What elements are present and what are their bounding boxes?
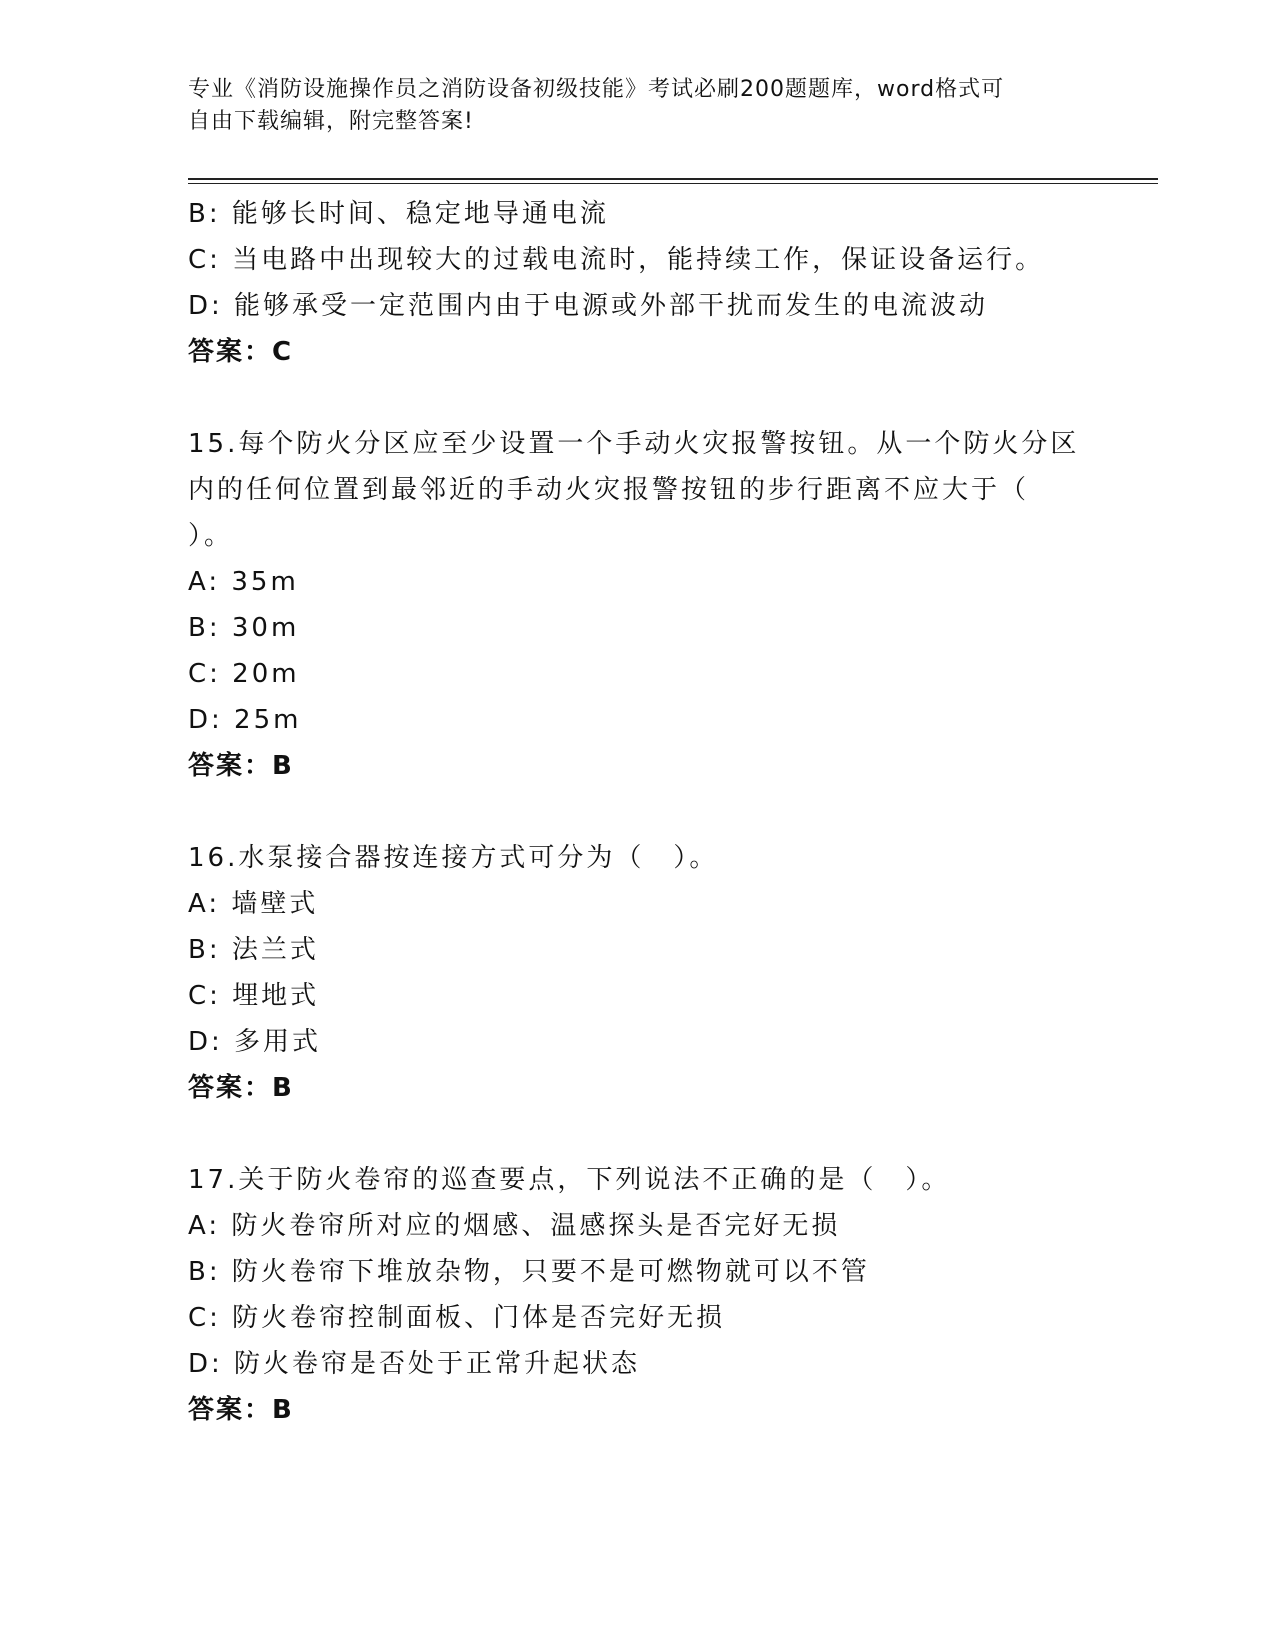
option-a: A: 防火卷帘所对应的烟感、温感探头是否完好无损 [188,1211,841,1241]
question-stem: 内的任何位置到最邻近的手动火灾报警按钮的步行距离不应大于（ [188,475,1030,505]
option-c: C: 当电路中出现较大的过载电流时，能持续工作，保证设备运行。 [188,245,1045,275]
question-stem: ）。 [188,521,234,551]
option-b: B: 防火卷帘下堆放杂物，只要不是可燃物就可以不管 [188,1257,870,1287]
question-stem: 16.水泵接合器按连接方式可分为（ ）。 [188,843,719,873]
answer: 答案：B [188,751,294,781]
option-a: A: 35m [188,567,299,597]
question-16 [188,835,1088,1111]
header-rule-thin [188,183,1158,184]
question-17 [188,1157,1088,1433]
option-d: D: 25m [188,705,302,735]
option-b: B: 30m [188,613,300,643]
question-stem: 15.每个防火分区应至少设置一个手动火灾报警按钮。从一个防火分区 [188,429,1080,459]
header-line: 自由下载编辑，附完整答案! [188,109,474,134]
question-15 [188,421,1088,789]
option-d: D: 防火卷帘是否处于正常升起状态 [188,1349,641,1379]
option-a: A: 墙壁式 [188,889,319,919]
question-continuation [188,191,1088,375]
option-d: D: 多用式 [188,1027,322,1057]
option-c: C: 防火卷帘控制面板、门体是否完好无损 [188,1303,726,1333]
option-d: D: 能够承受一定范围内由于电源或外部干扰而发生的电流波动 [188,291,989,321]
answer: 答案：B [188,1073,294,1103]
header-rule-thick [188,178,1158,180]
answer: 答案：C [188,337,294,367]
answer: 答案：B [188,1395,294,1425]
document-body [188,191,1088,1433]
option-b: B: 法兰式 [188,935,319,965]
option-c: C: 20m [188,659,300,689]
option-c: C: 埋地式 [188,981,320,1011]
question-stem: 17.关于防火卷帘的巡查要点，下列说法不正确的是（ ）。 [188,1165,951,1195]
option-b: B: 能够长时间、稳定地导通电流 [188,199,609,229]
document-header [188,74,1068,138]
header-line: 专业《消防设施操作员之消防设备初级技能》考试必刷200题题库，word格式可 [188,77,1005,102]
